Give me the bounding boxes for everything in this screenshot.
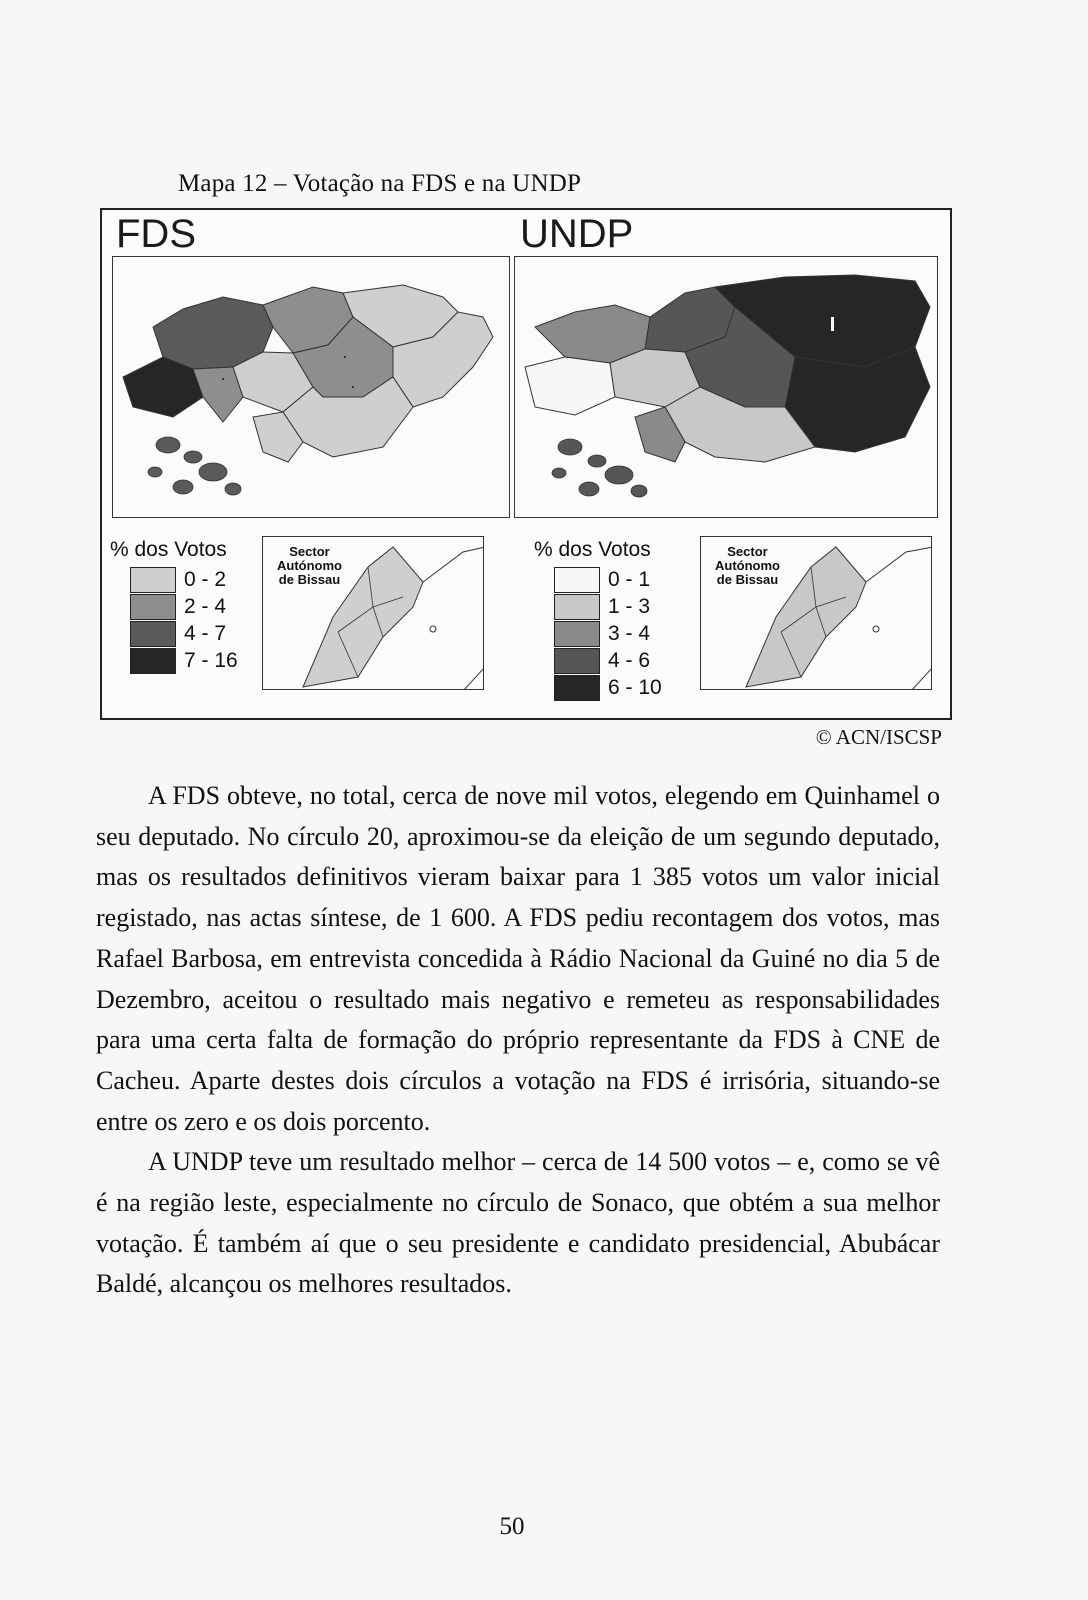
fds-panel-title: FDS: [116, 212, 196, 256]
undp-legend-item: [534, 620, 662, 647]
body-paragraph-2: A UNDP teve um resultado melhor – cerca de 14 500 votos – e, como se vê é na região leste, especialmente no círculo de Sonaco, que obtém a sua melhor votação. É também aí que o seu presidente e candidato presidencial, Abubácar Baldé, alcançou os melhores resultados.: [96, 1147, 940, 1299]
undp-panel-title: UNDP: [520, 212, 634, 256]
fds-island: [148, 467, 162, 477]
undp-legend-label: 3 - 4: [608, 621, 651, 645]
undp-legend-swatch: [554, 675, 600, 701]
fds-legend: [110, 538, 238, 674]
undp-inset-island: [873, 626, 879, 632]
undp-legend-swatch: [554, 594, 600, 620]
fds-legend-label: 4 - 7: [184, 621, 227, 645]
undp-bissau-inset: [700, 536, 932, 690]
fds-island: [156, 437, 180, 453]
fds-island: [173, 480, 193, 494]
undp-legend-swatch: [554, 567, 600, 593]
fds-legend-title: % dos Votos: [110, 538, 227, 561]
fds-region-marker-12: [352, 386, 354, 388]
fds-inset-label-line: Autónomo: [277, 558, 342, 573]
undp-inset-label-line: de Bissau: [716, 572, 779, 587]
undp-legend-label: 4 - 6: [608, 648, 651, 672]
undp-island: [552, 468, 566, 478]
undp-legend-item: [534, 647, 662, 674]
undp-legend-swatch: [554, 621, 600, 647]
fds-bissau-inset: [262, 536, 484, 690]
fds-legend-item: [110, 620, 238, 647]
fds-region-marker-13: [344, 356, 346, 358]
undp-inset-label-line: Sector: [727, 544, 768, 559]
undp-legend-label: 1 - 3: [608, 594, 651, 618]
fds-inset-label-line: de Bissau: [278, 572, 341, 587]
undp-island: [588, 455, 606, 467]
undp-map-graphic: [515, 257, 939, 519]
undp-legend-item: [534, 593, 662, 620]
figure-credit: © ACN/ISCSP: [815, 725, 942, 749]
undp-legend: [534, 538, 662, 701]
undp-island: [579, 482, 599, 496]
fds-legend-swatch: [130, 621, 176, 647]
fds-legend-label: 0 - 2: [184, 567, 227, 591]
map-figure: [100, 208, 952, 749]
undp-legend-label: 0 - 1: [608, 567, 651, 591]
fds-legend-item: [110, 647, 238, 674]
fds-inset-label: [277, 545, 342, 587]
fds-island: [225, 483, 241, 495]
fds-legend-swatch: [130, 648, 176, 674]
undp-inset-label-line: Autónomo: [715, 558, 780, 573]
undp-legend-title: % dos Votos: [534, 538, 651, 561]
fds-legend-swatch: [130, 567, 176, 593]
undp-inset-label: [715, 545, 780, 587]
undp-island: [631, 485, 647, 497]
undp-island: [605, 466, 633, 484]
undp-legend-label: 6 - 10: [608, 675, 662, 699]
figure-caption: Mapa 12 – Votação na FDS e na UNDP: [178, 170, 582, 197]
fds-region-marker-19: [222, 378, 224, 380]
fds-legend-label: 7 - 16: [184, 648, 238, 672]
undp-legend-item: [534, 674, 662, 701]
undp-region-cacheu: [525, 357, 615, 415]
fds-island: [184, 451, 202, 463]
undp-island: [558, 439, 582, 455]
undp-map: [514, 256, 938, 518]
page-number: 50: [499, 1513, 525, 1540]
fds-map: [112, 256, 510, 518]
fds-island: [199, 463, 227, 481]
fds-inset-label-line: Sector: [289, 544, 330, 559]
fds-inset-island: [430, 626, 436, 632]
body-paragraph-1: A FDS obteve, no total, cerca de nove mil votos, elegendo em Quinhamel o seu deputado. No círculo 20, aproximou-se da eleição de um segundo deputado, mas os resultados definitivos vieram baixar para 1 385 votos um valor inicial registado, nas actas síntese, de 1 600. A FDS pediu recontagem dos votos, mas Rafael Barbosa, em entrevista concedida à Rádio Nacional da Guiné no dia 5 de Dezembro, aceitou o resultado mais negativo e remeteu as responsabilidades para uma certa falta de formação do próprio representante da FDS à CNE de Cacheu. Aparte destes dois círculos a votação na FDS é irrisória, situando-se entre os zero e os dois porcento.: [96, 781, 940, 1136]
fds-map-graphic: [113, 257, 511, 519]
fds-legend-swatch: [130, 594, 176, 620]
fds-legend-label: 2 - 4: [184, 594, 227, 618]
fds-legend-item: [110, 566, 238, 593]
undp-legend-swatch: [554, 648, 600, 674]
body-text: [96, 776, 940, 1305]
fds-legend-item: [110, 593, 238, 620]
undp-sonaco-marker: [831, 317, 834, 331]
undp-legend-item: [534, 566, 662, 593]
